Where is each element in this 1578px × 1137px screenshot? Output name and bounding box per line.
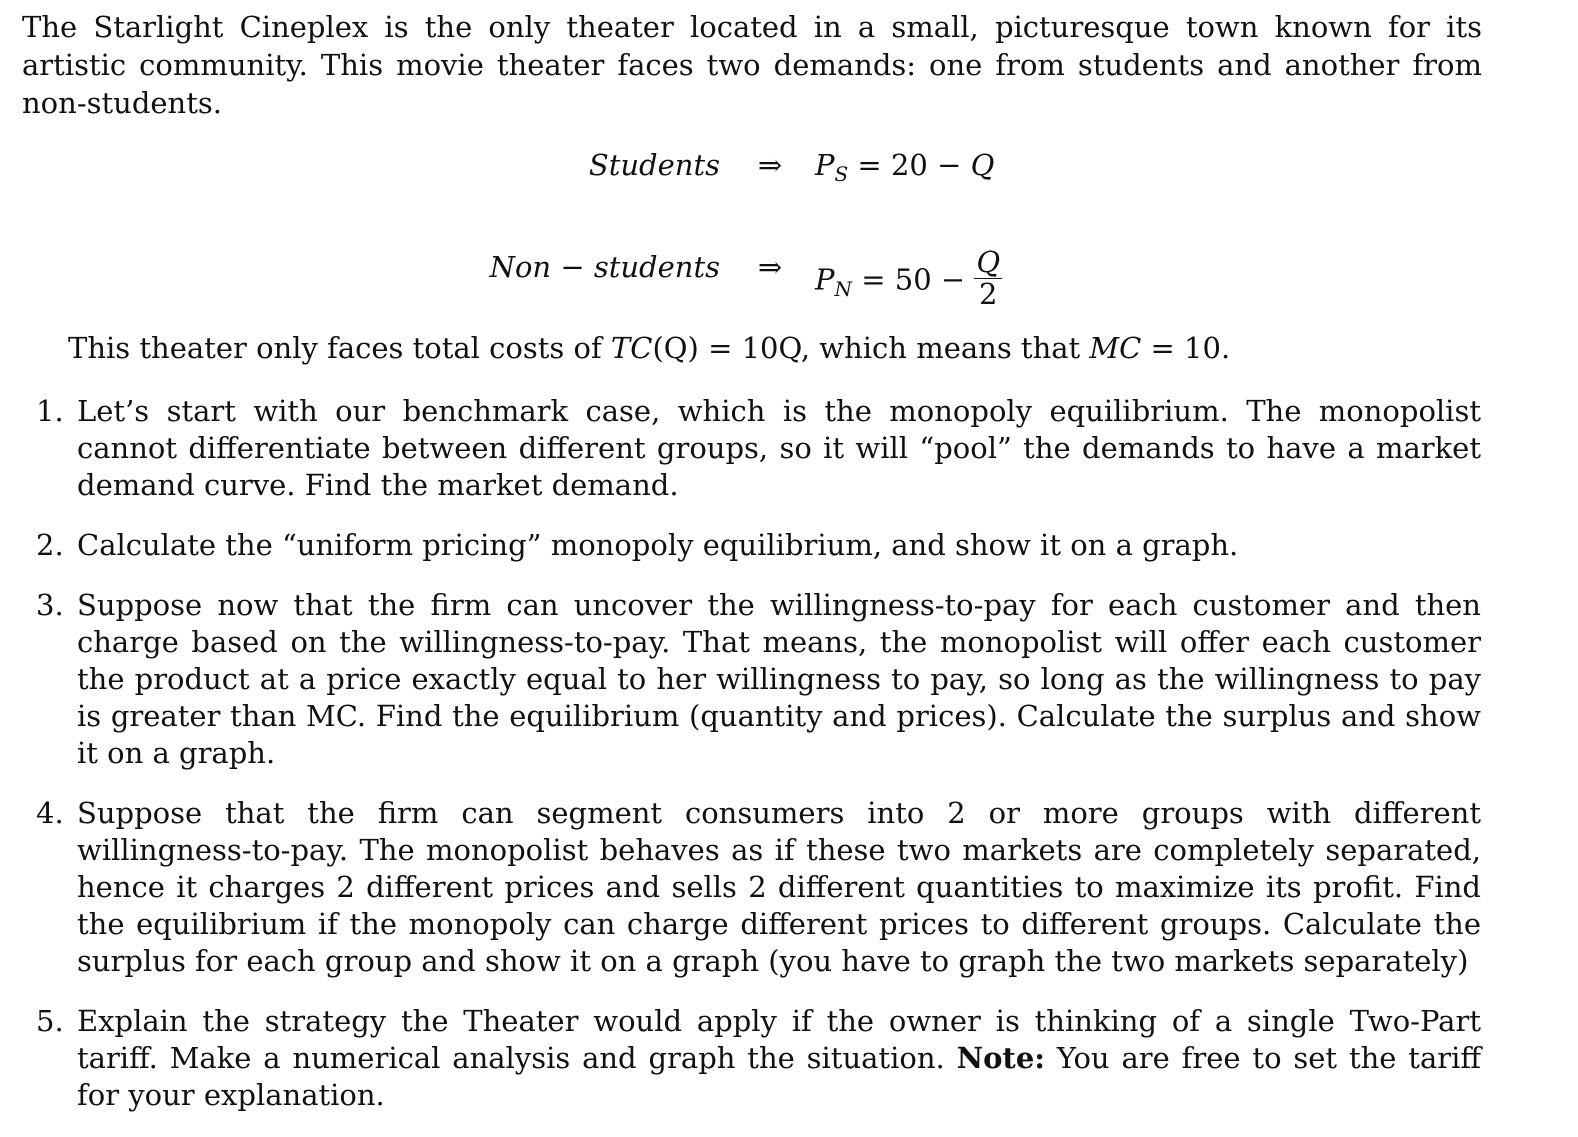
item-text-after: You are free to set the tariff for your explanation. xyxy=(77,1041,1481,1112)
mc-value: = 10. xyxy=(1141,331,1231,365)
tc-value: = 10Q, which means that xyxy=(698,331,1090,365)
fraction xyxy=(974,246,1002,309)
cost-prefix: This theater only faces total costs of xyxy=(68,331,611,365)
fraction-denominator: 2 xyxy=(979,277,998,311)
note-label: Note: xyxy=(956,1041,1045,1075)
quantity-var: Q xyxy=(970,148,995,182)
item-number: 2. xyxy=(36,528,64,562)
students-label: Students xyxy=(588,148,720,182)
fraction-numerator: Q xyxy=(976,245,1001,279)
non-students-demand-equation xyxy=(0,245,1578,311)
list-item xyxy=(0,527,1578,564)
tc-symbol: TC xyxy=(610,331,653,365)
list-item xyxy=(0,393,1578,504)
implies-arrow: ⇒ xyxy=(757,148,783,182)
intro-paragraph: The Starlight Cineplex is the only theater located in a small, picturesque town known for its artistic community. This movie theater faces two demands: one from students and another from non-students. xyxy=(22,10,1482,120)
price-subscript: N xyxy=(834,276,853,301)
price-symbol: P xyxy=(815,262,835,297)
item-text-before: Explain the strategy the Theater would apply if the owner is thinking of a single Two-Part tariff. Make a numerical analysis and graph the situation. xyxy=(77,1004,1481,1075)
list-item xyxy=(0,795,1578,980)
item-number: 3. xyxy=(36,588,64,622)
list-item xyxy=(0,1003,1578,1114)
question-list xyxy=(0,393,1578,1137)
price-subscript: S xyxy=(834,162,849,186)
item-number: 4. xyxy=(36,796,64,830)
item-text: Let’s start with our benchmark case, which is the monopoly equilibrium. The monopolist cannot differentiate between different groups, so it will “pool” the demands to have a market demand curve. Find the market demand. xyxy=(77,394,1481,502)
students-demand-equation xyxy=(0,148,1578,208)
non-students-label: Non − students xyxy=(489,250,720,284)
item-text: Calculate the “uniform pricing” monopoly equilibrium, and show it on a graph. xyxy=(77,528,1239,562)
item-text: Suppose now that the firm can uncover the willingness-to-pay for each customer and then charge based on the willingness-to-pay. That means, the monopolist will offer each customer the product at a price exactly equal to her willingness to pay, so long as the willingness to pay is greater than MC. Find the equilibrium (quantity and prices). Calculate the surplus and show it on a graph. xyxy=(77,588,1481,770)
students-price-expression xyxy=(815,148,995,186)
item-text xyxy=(77,1003,1481,1114)
students-rhs: = 20 − xyxy=(848,148,971,182)
non-students-rhs: = 50 − xyxy=(852,262,975,297)
tc-argument: (Q) xyxy=(652,331,699,365)
mc-symbol: MC xyxy=(1089,331,1142,365)
implies-arrow: ⇒ xyxy=(757,250,783,284)
item-number: 1. xyxy=(36,394,64,428)
item-text: Suppose that the firm can segment consumers into 2 or more groups with different willingness-to-pay. The monopolist behaves as if these two markets are completely separated, hence it charges 2 different prices and sells 2 different quantities to maximize its profit. Find the equilibrium if the monopoly can charge different prices to different groups. Calculate the surplus for each group and show it on a graph (you have to graph the two markets separately) xyxy=(77,796,1481,978)
non-students-price-expression xyxy=(815,245,1002,313)
item-number: 5. xyxy=(36,1004,64,1038)
price-symbol: P xyxy=(815,148,835,182)
cost-statement xyxy=(68,331,1230,365)
list-item xyxy=(0,587,1578,772)
